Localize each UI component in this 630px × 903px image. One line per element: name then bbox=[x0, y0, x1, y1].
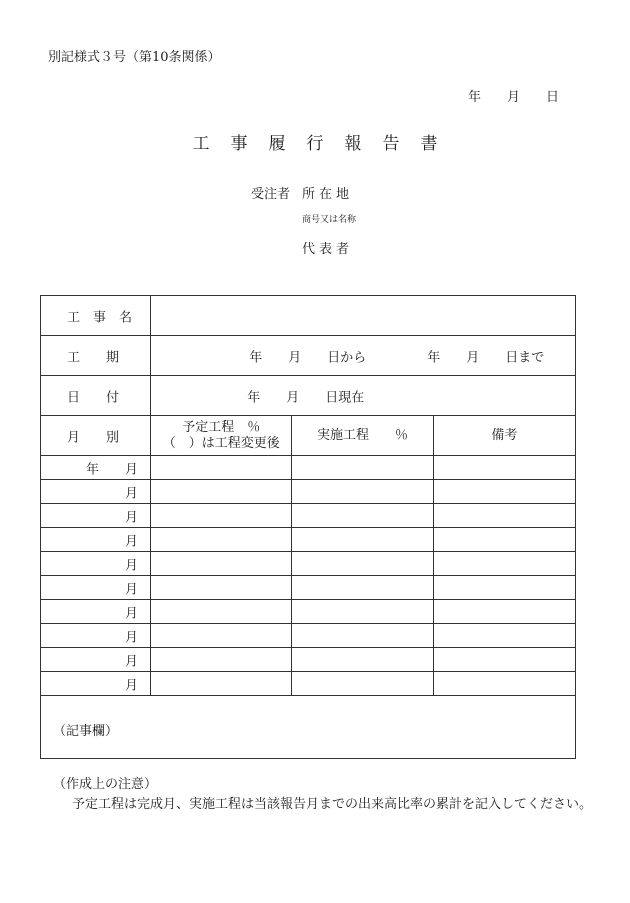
planned-cell[interactable] bbox=[151, 600, 292, 624]
actual-cell[interactable] bbox=[292, 456, 433, 480]
as-of-day: 日現在 bbox=[325, 390, 365, 405]
as-of-row bbox=[41, 376, 576, 416]
caution-body: 予定工程は完成月、実施工程は当該報告月までの出来高比率の累計を記入してください。 bbox=[72, 797, 593, 812]
planned-cell[interactable] bbox=[151, 648, 292, 672]
table-row bbox=[41, 672, 576, 696]
planned-cell[interactable] bbox=[151, 504, 292, 528]
month-label-cell bbox=[41, 528, 151, 552]
notes-label: （記事欄） bbox=[53, 723, 119, 739]
period-label-cell bbox=[41, 336, 151, 376]
month-label: 月 bbox=[125, 558, 139, 573]
as-of-value[interactable] bbox=[151, 376, 576, 416]
planned-cell[interactable] bbox=[151, 672, 292, 696]
month-label-cell bbox=[41, 456, 151, 480]
project-name-value[interactable] bbox=[151, 296, 576, 336]
company-name-label: 商号又は名称 bbox=[302, 215, 357, 225]
remarks-column-header: 備考 bbox=[433, 416, 575, 456]
month-label: 月 bbox=[125, 534, 139, 549]
period-from-day: 日から bbox=[327, 350, 367, 365]
planned-cell[interactable] bbox=[151, 552, 292, 576]
month-label-cell bbox=[41, 504, 151, 528]
table-row bbox=[41, 480, 576, 504]
planned-cell[interactable] bbox=[151, 480, 292, 504]
as-of-label-cell bbox=[41, 376, 151, 416]
month-label: 月 bbox=[125, 678, 139, 693]
date-day: 日 bbox=[546, 90, 560, 105]
form-label: 別記様式３号（第10条関係） bbox=[48, 50, 221, 65]
planned-header-line2: （ ）は工程変更後 bbox=[162, 435, 280, 451]
month-label: 月 bbox=[125, 510, 139, 525]
period-to-day: 日まで bbox=[505, 350, 545, 365]
actual-cell[interactable] bbox=[292, 648, 433, 672]
table-row bbox=[41, 504, 576, 528]
actual-column-header: 実施工程 ％ bbox=[292, 416, 433, 456]
period-to-month: 月 bbox=[466, 350, 480, 365]
address-label: 所在地 bbox=[302, 187, 354, 202]
project-name-label-cell bbox=[41, 296, 151, 336]
planned-column-header bbox=[151, 416, 292, 456]
month-label-cell bbox=[41, 624, 151, 648]
actual-cell[interactable] bbox=[292, 480, 433, 504]
period-label: 工 期 bbox=[67, 350, 120, 365]
date-year: 年 bbox=[468, 90, 482, 105]
planned-header-line1: 予定工程 ％ bbox=[182, 419, 261, 435]
actual-cell[interactable] bbox=[292, 504, 433, 528]
contractor-label: 受注者 bbox=[251, 187, 291, 202]
month-column-header-cell bbox=[41, 416, 151, 456]
project-name-label: 工 事 名 bbox=[67, 310, 133, 325]
table-row bbox=[41, 456, 576, 480]
actual-cell[interactable] bbox=[292, 552, 433, 576]
actual-cell[interactable] bbox=[292, 528, 433, 552]
actual-cell[interactable] bbox=[292, 624, 433, 648]
month-column-header: 月 別 bbox=[67, 430, 120, 445]
column-header-row bbox=[41, 416, 576, 456]
month-label: 月 bbox=[125, 606, 139, 621]
month-label-cell bbox=[41, 480, 151, 504]
project-name-row bbox=[41, 296, 576, 336]
remarks-cell[interactable] bbox=[433, 624, 575, 648]
table-row bbox=[41, 552, 576, 576]
period-from-year: 年 bbox=[249, 350, 263, 365]
representative-label: 代表者 bbox=[302, 242, 354, 257]
month-label-cell bbox=[41, 576, 151, 600]
as-of-label: 日 付 bbox=[67, 390, 120, 405]
notes-cell[interactable] bbox=[41, 696, 576, 759]
table-row bbox=[41, 576, 576, 600]
remarks-cell[interactable] bbox=[433, 672, 575, 696]
remarks-cell[interactable] bbox=[433, 480, 575, 504]
planned-cell[interactable] bbox=[151, 576, 292, 600]
month-label: 月 bbox=[125, 582, 139, 597]
first-row-month: 月 bbox=[125, 462, 139, 477]
month-label-cell bbox=[41, 552, 151, 576]
planned-cell[interactable] bbox=[151, 528, 292, 552]
as-of-year: 年 bbox=[247, 390, 261, 405]
page-title: 工事履行報告書 bbox=[192, 134, 459, 154]
table-row bbox=[41, 600, 576, 624]
notes-row bbox=[41, 696, 576, 759]
table-row bbox=[41, 624, 576, 648]
remarks-cell[interactable] bbox=[433, 576, 575, 600]
month-label-cell bbox=[41, 672, 151, 696]
period-from-month: 月 bbox=[288, 350, 302, 365]
remarks-cell[interactable] bbox=[433, 528, 575, 552]
table-row bbox=[41, 528, 576, 552]
period-to-year: 年 bbox=[427, 350, 441, 365]
actual-cell[interactable] bbox=[292, 576, 433, 600]
month-label-cell bbox=[41, 648, 151, 672]
remarks-cell[interactable] bbox=[433, 600, 575, 624]
date-month: 月 bbox=[507, 90, 521, 105]
as-of-month: 月 bbox=[286, 390, 300, 405]
month-label-cell bbox=[41, 600, 151, 624]
planned-cell[interactable] bbox=[151, 624, 292, 648]
actual-cell[interactable] bbox=[292, 600, 433, 624]
month-label: 月 bbox=[125, 630, 139, 645]
period-value[interactable] bbox=[151, 336, 576, 376]
remarks-cell[interactable] bbox=[433, 552, 575, 576]
caution-title: （作成上の注意） bbox=[53, 777, 158, 792]
planned-cell[interactable] bbox=[151, 456, 292, 480]
table-row bbox=[41, 648, 576, 672]
month-label: 月 bbox=[125, 654, 139, 669]
remarks-cell[interactable] bbox=[433, 504, 575, 528]
remarks-cell[interactable] bbox=[433, 648, 575, 672]
remarks-cell[interactable] bbox=[433, 456, 575, 480]
actual-cell[interactable] bbox=[292, 672, 433, 696]
first-row-year: 年 bbox=[86, 462, 100, 477]
submission-date bbox=[468, 86, 559, 105]
month-label: 月 bbox=[125, 486, 139, 501]
period-row bbox=[41, 336, 576, 376]
progress-report-table bbox=[40, 295, 576, 759]
